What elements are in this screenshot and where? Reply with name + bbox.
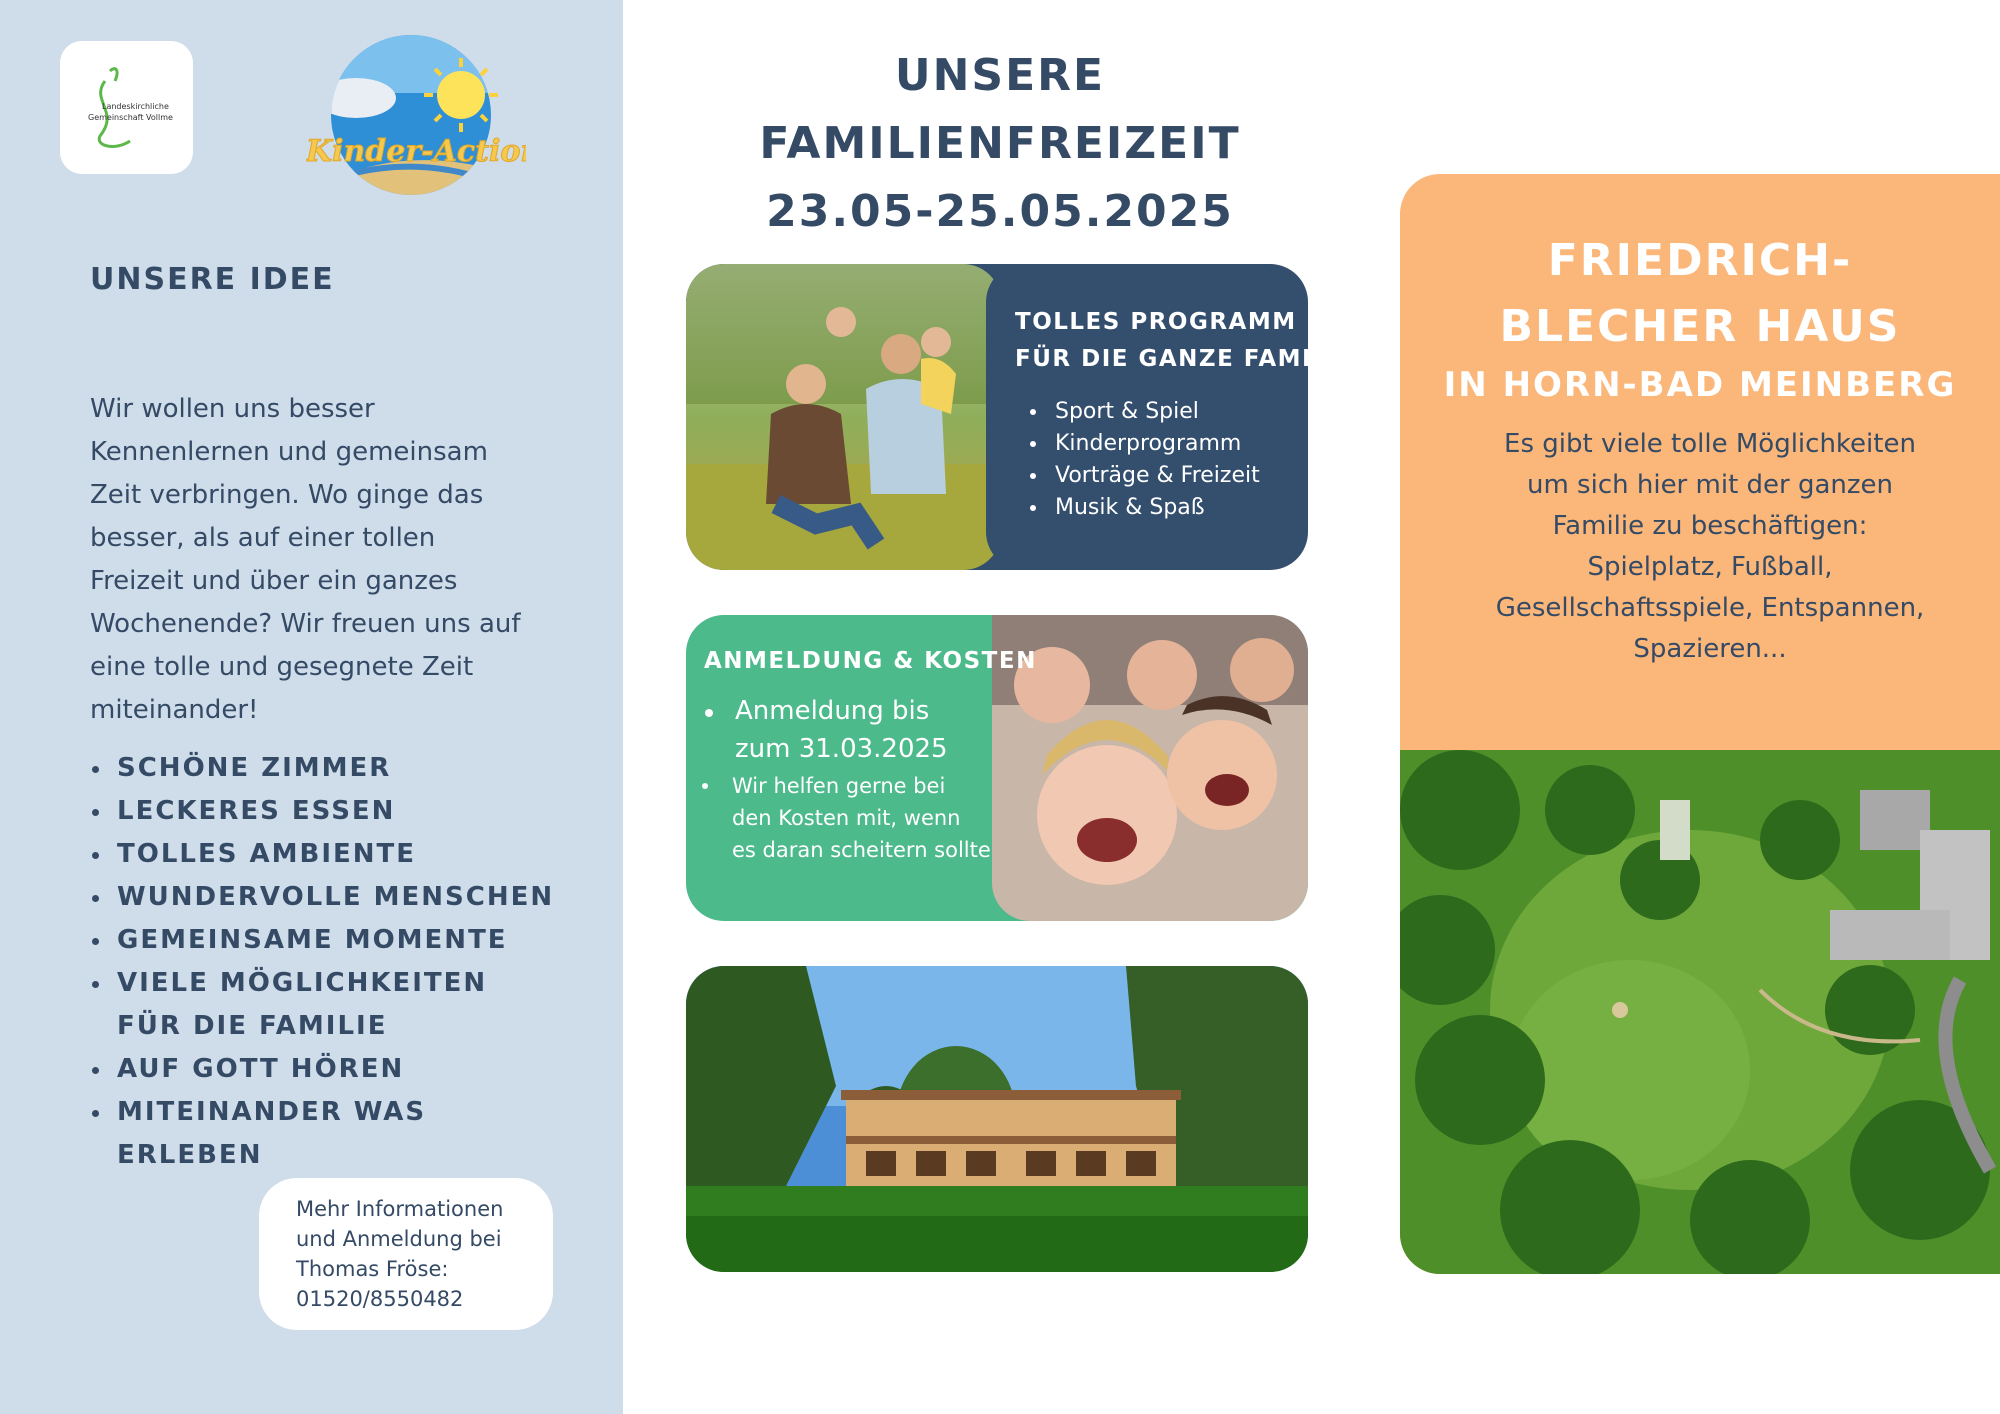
feature-item: TOLLES AMBIENTE bbox=[90, 833, 560, 876]
kids-photo bbox=[992, 615, 1308, 921]
title-line1: UNSERE FAMILIENFREIZEIT bbox=[759, 50, 1241, 169]
deadline-item bbox=[703, 692, 948, 768]
program-title-line2: FÜR DIE GANZE FAMILIE bbox=[1015, 346, 1356, 372]
program-title bbox=[1015, 304, 1356, 378]
aerial-photo bbox=[1400, 750, 2000, 1274]
page-title bbox=[660, 42, 1340, 246]
venue-desc-line: Familie zu beschäftigen: bbox=[1552, 511, 1868, 541]
venue-desc-line: Spielplatz, Fußball, bbox=[1587, 552, 1833, 582]
venue-name-line1: FRIEDRICH- bbox=[1547, 235, 1853, 286]
family-photo bbox=[686, 264, 1001, 570]
venue-title bbox=[1400, 228, 2000, 410]
house-photo bbox=[686, 966, 1308, 1272]
deadline-line1: Anmeldung bis bbox=[735, 696, 930, 726]
feature-item: AUF GOTT HÖREN bbox=[90, 1048, 560, 1091]
program-item: Sport & Spiel bbox=[1030, 396, 1260, 428]
program-item: Vorträge & Freizeit bbox=[1030, 460, 1260, 492]
program-list bbox=[1030, 396, 1260, 524]
feature-item: VIELE MÖGLICHKEITEN FÜR DIE FAMILIE bbox=[90, 962, 560, 1048]
note-line2: den Kosten mit, wenn bbox=[732, 806, 961, 830]
registration-note bbox=[700, 770, 991, 866]
church-logo-line1: Landeskirchliche bbox=[102, 102, 169, 111]
section-title-idee: UNSERE IDEE bbox=[90, 262, 335, 297]
program-title-line1: TOLLES PROGRAMM bbox=[1015, 309, 1297, 335]
venue-location: IN HORN-BAD MEINBERG bbox=[1443, 365, 1957, 405]
note-line3: es daran scheitern sollte bbox=[732, 838, 991, 862]
program-item: Kinderprogramm bbox=[1030, 428, 1260, 460]
program-item: Musik & Spaß bbox=[1030, 492, 1260, 524]
feature-item: SCHÖNE ZIMMER bbox=[90, 747, 560, 790]
venue-desc-line: um sich hier mit der ganzen bbox=[1526, 470, 1894, 500]
kinder-logo-text: Kinder-Action bbox=[306, 134, 526, 169]
venue-desc-line: Es gibt viele tolle Möglichkeiten bbox=[1504, 429, 1916, 459]
feature-list bbox=[90, 747, 560, 1177]
title-line2: 23.05-25.05.2025 bbox=[766, 186, 1234, 237]
deadline-line2: zum 31.03.2025 bbox=[735, 734, 948, 764]
contact-text: Mehr Informationen und Anmeldung bei Thomas Fröse: 01520/8550482 bbox=[296, 1197, 504, 1311]
feature-item: WUNDERVOLLE MENSCHEN bbox=[90, 876, 560, 919]
house-photo-card bbox=[686, 966, 1308, 1272]
feature-item: MITEINANDER WAS ERLEBEN bbox=[90, 1091, 560, 1177]
church-logo bbox=[60, 41, 193, 174]
registration-title: ANMELDUNG & KOSTEN bbox=[704, 648, 1037, 674]
intro-text: Wir wollen uns besser Kennenlernen und gemeinsam Zeit verbringen. Wo ginge das besser, als auf einer tollen Freizeit und über ein ganzes Wochenende? Wir freuen uns auf eine tolle und gesegnete Zeit miteinander! bbox=[90, 394, 521, 725]
note-item bbox=[700, 770, 991, 866]
venue-desc-line: Spazieren... bbox=[1633, 634, 1787, 664]
venue-desc-line: Gesellschaftsspiele, Entspannen, bbox=[1495, 593, 1925, 623]
feature-item: LECKERES ESSEN bbox=[90, 790, 560, 833]
note-line1: Wir helfen gerne bei bbox=[732, 774, 946, 798]
feature-item: GEMEINSAME MOMENTE bbox=[90, 919, 560, 962]
church-logo-line2: Gemeinschaft Vollme bbox=[88, 113, 173, 122]
kinder-action-logo bbox=[306, 33, 526, 198]
venue-description bbox=[1450, 424, 1970, 670]
venue-name-line2: BLECHER HAUS bbox=[1499, 301, 1901, 352]
registration-deadline bbox=[703, 692, 948, 768]
